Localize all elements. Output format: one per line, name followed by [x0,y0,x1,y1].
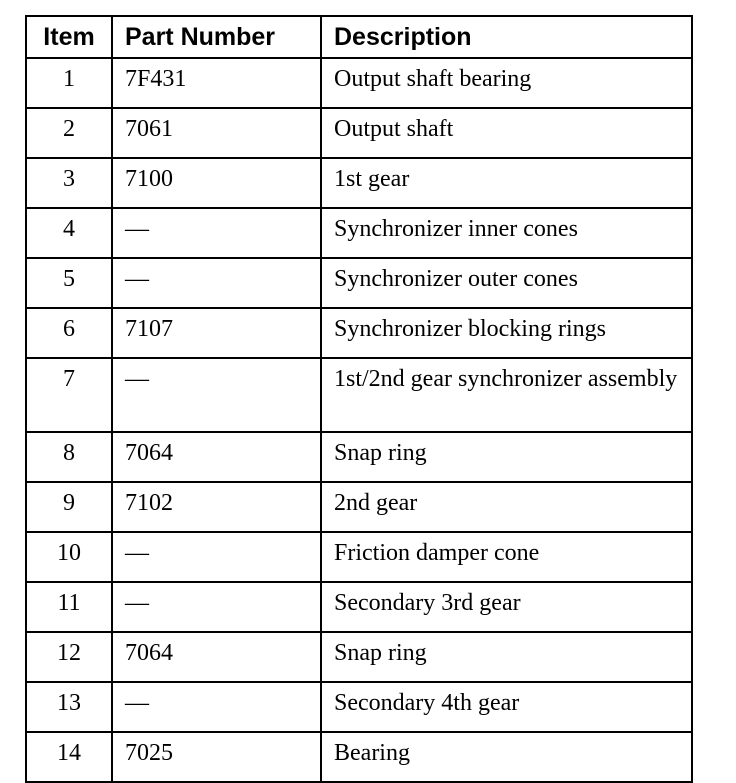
description-cell: Synchronizer blocking rings [321,308,692,358]
description-cell: Snap ring [321,632,692,682]
header-item: Item [26,16,112,58]
part-number-cell: — [112,358,321,432]
description-cell: Output shaft [321,108,692,158]
item-cell: 13 [26,682,112,732]
item-cell: 14 [26,732,112,782]
table-row [26,58,692,108]
part-number-cell: 7107 [112,308,321,358]
description-cell: Output shaft bearing [321,58,692,108]
part-number-cell: 7102 [112,482,321,532]
item-cell: 2 [26,108,112,158]
item-cell: 7 [26,358,112,432]
table-row [26,482,692,532]
description-cell: Synchronizer inner cones [321,208,692,258]
table-row [26,258,692,308]
table-row [26,432,692,482]
part-number-cell: 7025 [112,732,321,782]
description-cell: 2nd gear [321,482,692,532]
part-number-cell: — [112,582,321,632]
item-cell: 6 [26,308,112,358]
item-cell: 8 [26,432,112,482]
parts-table [25,15,693,783]
description-cell: Secondary 4th gear [321,682,692,732]
part-number-cell: 7064 [112,632,321,682]
table-body [26,58,692,782]
item-cell: 5 [26,258,112,308]
table-row [26,158,692,208]
description-cell: Bearing [321,732,692,782]
part-number-cell: — [112,682,321,732]
header-description: Description [321,16,692,58]
table-row [26,308,692,358]
item-cell: 10 [26,532,112,582]
header-part-number: Part Number [112,16,321,58]
item-cell: 1 [26,58,112,108]
description-cell: Snap ring [321,432,692,482]
part-number-cell: 7100 [112,158,321,208]
description-cell: Synchronizer outer cones [321,258,692,308]
description-cell: Friction damper cone [321,532,692,582]
part-number-cell: 7F431 [112,58,321,108]
table-header [26,16,692,58]
item-cell: 3 [26,158,112,208]
table-row [26,732,692,782]
description-cell: 1st gear [321,158,692,208]
part-number-cell: 7061 [112,108,321,158]
part-number-cell: — [112,258,321,308]
table-row [26,532,692,582]
item-cell: 4 [26,208,112,258]
part-number-cell: — [112,208,321,258]
table-row [26,632,692,682]
table-row [26,682,692,732]
table-row [26,208,692,258]
table-row [26,582,692,632]
table-row [26,108,692,158]
header-row [26,16,692,58]
item-cell: 11 [26,582,112,632]
table-row [26,358,692,432]
item-cell: 9 [26,482,112,532]
part-number-cell: 7064 [112,432,321,482]
description-cell: 1st/2nd gear synchronizer assembly [321,358,692,432]
part-number-cell: — [112,532,321,582]
item-cell: 12 [26,632,112,682]
description-cell: Secondary 3rd gear [321,582,692,632]
